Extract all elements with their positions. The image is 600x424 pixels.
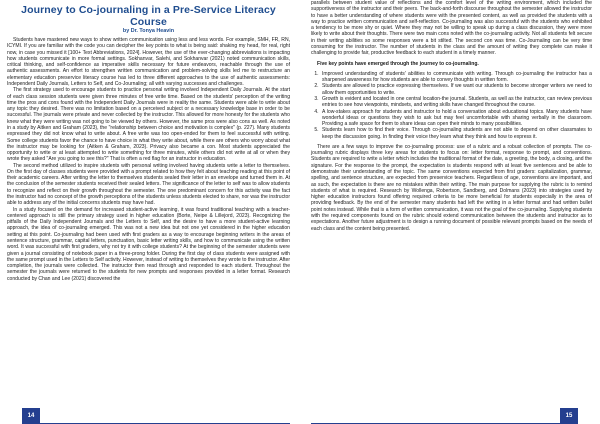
article-title: Journey to Co-journaling in a Pre-Service Literacy Course xyxy=(21,4,276,28)
list-item: 5. Students learn how to find their voice. Through co-journaling students are not able to depend on other classmates to keep the discussion going. In finding their voice they learn what they think and how to express it. xyxy=(320,127,592,140)
section-heading: Five key points have emerged through the journey to co-journaling. xyxy=(317,60,479,67)
right-page xyxy=(300,0,600,424)
right-column xyxy=(311,0,592,232)
list-item: 1. Improved understanding of students' abilities to communicate with writing. Through co-journaling the instructor has a sharpened awareness for how students are able to convey thoughts in written form. xyxy=(320,71,592,84)
body-paragraph: The first strategy used to encourage students to practice personal writing involved Independent Daily Journals. At the start of each class session students were given three minutes of free write time. Based on the students' perception of the writing time the pros and cons found with the Independent Daily Journals were in reality the same. Students were able to write about any topic they desired. There was no limitation based on a perceived subject or a necessary knowledge base in order to be successful. The journals were private and never collected by the instructor. This allowed for more honesty for the students who knew what they were writing was not going to be viewed by others. However, the same pros were also cons as well. As noted in a study by Aitken and Graham (2023), the "relationship between choice and motivation is complex" (p. 227). Many students expressed they did not know what to write about. A free write was too open-ended for them to feel successful with writing. Some college students favor the chance to have choice in what they write about, while there are others who worry about what the instructor may be looking for (Aitken & Graham, 2023). Privacy also became a con. Most students appreciated the opportunity to write or at least attempted to write something for three minutes, while others did not write at all or when they wrote they asked "Are you going to see this?" That is often a red flag for an instructor in education. xyxy=(7,87,290,163)
list-item: 3. Growth is evident and located in one central location-the journal. Students, as well as the instructor, can review previous entries to see how viewpoints, mindsets, and writing skills have changed throughout the course. xyxy=(320,96,592,109)
body-paragraph: parallels between student value of reflections and the comfort level of the writing environment, which included the supportiveness of the instructor and their peers. The back-and-forth discourse throughout the semester allowed the instructor to have a better understanding of where students were with the presented content, as well as provided the students with a way to practice written communication and self-reflection. Co-journaling was also successful with the students who exhibited a tendency to be more shy or quiet. Where they may not be willing to speak up during a class discussion, they were more likely to write about their thoughts. There were two main cons noted with the co-journaling activity. Not all students felt secure in their writing abilities so some responses were a bit stilted. The second con was time. Co-Journaling can be very time consuming for the instructor. The number of students in the class and the amount of writing they complete can make it challenging to provide fair, productive feedback to each student in a timely manner. xyxy=(311,0,592,57)
page-number-left: 14 xyxy=(22,408,40,424)
article-byline: by Dr. Tonya Heavin xyxy=(122,28,175,34)
body-paragraph: Students have mastered new ways to show written communication using less and less words. For example, SMH, FR, RN, ICYMI. If you are familiar with the code you can decipher the key points to what is being said: shaking my head, for real, right now, in case you missed it [100+ Text Abbreviations, 2024]. However, the use of the ever-changing abbreviations is impacting how students communicate in more formal settings. Sokhanvar, Salehi, and Sokhanvar (2021) noted communication skills, critical thinking, and self-confidence as imperative skills necessary for future endeavors, reachable through the use of authentic assessments. An effort to strengthen written communication and problem-solving skills led me to restructure an elementary education preservice literacy course has led to three different approaches to the use of authentic assessments: Independent Daily Journals, Letters to Self, and Co-Journaling; all with varying successes and challenges. xyxy=(7,37,290,87)
body-paragraph: The second method utilized to inspire students with personal writing involved having students write a letter to themselves. On the first day of classes students were provided with a prompt related to how they felt about teaching reading at this point of their academic careers. After writing the letter to themselves students sealed their letter in an envelope and turned them in. At the conclusion of the semester students received their sealed letters. The significance of the letter to self was to allow students to recognize and reflect on their growth throughout the semester. The one predominant concern for this activity was the fact the instructor had no concept of the growth perceptions of the students unless students elected to share, nor was the instructor able to address any of the initial concerns students may have had. xyxy=(7,162,290,207)
key-points-list xyxy=(311,71,592,140)
left-column xyxy=(7,37,290,282)
body-paragraph: In a study focused on the demand for increased student-active learning, it was found traditional teaching with a teacher-centered approach is still the primary strategy used in higher education (Borte, Neipe & Lillejord, 2023). Recognizing the pitfalls of the Daily Independent Journals and the Letters to Self, and the desire to have a more student-active learning approach, the idea of co-journaling emerged. This was not a new idea but not one yet considered in the higher education setting at this point. Co-journaling had been used with first graders as a way to encourage beginning writers in the areas of sentence structure, grammar, capital letters, punctuation, basic letter writing skills, and how to communicate using the written word. It was successful with first graders, why not try it with college students? At the beginning of the semester students were given a journal consisting of notebook paper in a three-prong folder. During the first day of class students were assigned with the same prompt used in the Letters to Self activity. However, instead of writing to themselves they wrote to the instructor. After completion, the journals were collected. The instructor then read through and responded to each student. Throughout the semester the journals were returned to the students for new prompts and responses provided in a letter format. Research conducted by Chan and Lee (2021) discovered the xyxy=(7,206,290,282)
list-item: 4. A low-stakes approach for students and instructor to hold a conversation about educational topics. Many students have wonderful ideas or questions they wish to ask but may feel uncomfortable with sharing verbally in the classroom. Providing a safe space for them to share ideas can open their minds to many possibilities. xyxy=(320,109,592,128)
list-item: 2. Students are allowed to practice expressing themselves. If we want our students to become stronger writers we need to allow them opportunities to write. xyxy=(320,83,592,96)
body-paragraph: There are a few ways to improve the co-journaling process: use of a rubric and a robust collection of prompts. The co-journaling rubric displays three key areas for students to focus on: letter format, response to prompt, and conventions. Students are required to write a letter which includes the traditional format of the date, a greeting, the body, a closing, and the signature. For the response to the prompt, the expectation is students respond with at least five sentences and be able to demonstrate their understanding of the topic. The same conventions expected from first graders: capitalization, grammar, spelling, and sentence structure, are expected from preservice teachers. Regardless of age, conventions are important, and as such, the expectation is there are no mistakes within their writing. The main purpose for supplying the rubric is to remind students of what is required. Research by Wollenga, Robertson, Sandberg, and Dolmans (2023) into strategies used by higher education instructors found offering required criteria to be more beneficial for students especially in the area of providing feedback. By the end of the semester many students had left the writing in a letter format and had written bullet point notes instead. While that is a form of written communication, it was not the goal of the co-journaling. Supplying students with the required components found on the rubric should extend communication between the students and instructor as to expectations. Another future adjustment is to design a running document of possible relevant prompts based on the needs of each class and the content being presented. xyxy=(311,143,592,232)
page-number-right: 15 xyxy=(560,408,578,424)
